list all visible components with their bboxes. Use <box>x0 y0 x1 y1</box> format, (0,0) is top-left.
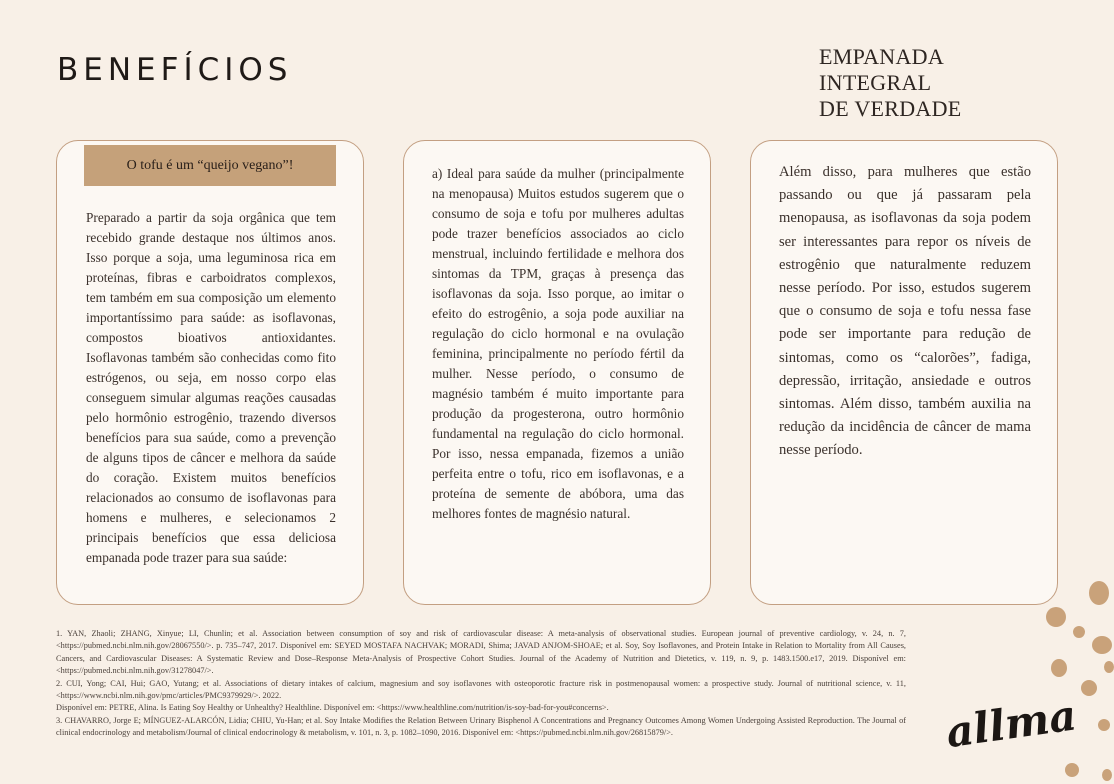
benefit-card-women-health <box>403 140 711 605</box>
page-title: BENEFÍCIOS <box>57 52 293 88</box>
product-name-line2: DE VERDADE <box>819 96 962 121</box>
benefit-card-intro <box>56 140 364 605</box>
callout-banner: O tofu é um “queijo vegano”! <box>84 145 336 186</box>
card-text-women-health: a) Ideal para saúde da mulher (principalmente na menopausa) Muitos estudos sugerem que o consumo de soja e tofu por mulheres adultas pode trazer benefícios associados ao ciclo menstrual, incluindo fertilidade e melhora dos sintomas da TPM, graças à presença das isoflavonas da soja. Isso porque, ao imitar o efeito do estrogênio, a soja pode auxiliar na regulação do ciclo hormonal e na ovulação feminina, principalmente no período fértil da mulher. Nesse período, o consumo de magnésio também é muito importante para produção da progesterona, outro hormônio fundamental na regulação do ciclo hormonal. Por isso, nessa empanada, fizemos a união perfeita entre o tofu, rico em isoflavonas, e a proteína de semente de abóbora, uma das melhores fontes de magnésio natural. <box>432 166 684 521</box>
card-text-intro: Preparado a partir da soja orgânica que tem recebido grande destaque nos últimos anos. Isso porque a soja, uma leguminosa rica em proteínas, fibras e carboidratos complexos, tem também em sua composição um elemento importantíssimo para saúde: as isoflavonas, compostos bioativos antioxidantes. Isoflavonas também são conhecidas como fito estrógenos, ou seja, em nosso corpo elas conseguem simular algumas reações causadas pelo hormônio estrogênio, trazendo diversos benefícios para sua saúde, como a prevenção de alguns tipos de câncer e melhora da saúde do coração. Existem muitos benefícios relacionados ao consumo de isoflavonas para homens e mulheres, e selecionamos 2 principais benefícios que essa deliciosa empanada pode trazer para sua saúde: <box>86 210 336 565</box>
references <box>56 628 906 740</box>
benefit-card-menopause <box>750 140 1058 605</box>
logo-text: allma <box>943 690 1080 758</box>
card-text-menopause: Além disso, para mulheres que estão passando ou que já passaram pela menopausa, as isoflavonas da soja podem ser interessantes para repor os níveis de estrogênio que naturalmente reduzem nesse período. Por isso, estudos sugerem que o consumo de soja e tofu nessa fase pode ser importante para redução de sintomas, como os “calorões”, fadiga, depressão, irritação, ansiedade e outros sintomas. Além disso, também auxilia na redução da incidência de câncer de mama nesse período. <box>779 164 1031 459</box>
reference-item: 3. CHAVARRO, Jorge E; MÍNGUEZ-ALARCÓN, Lidia; CHIU, Yu-Han; et al. Soy Intake Modifies the Relation Between Urinary Bisphenol A Concentrations and Pregnancy Outcomes Among Women Undergoing Assisted Reproduction. The Journal of clinical endocrinology and metabolism/Journal of clinical endocrinology & metabolism, v. 101, n. 3, p. 1082–1090, 2016. Disponível em: <https://pubmed.ncbi.nlm.nih.gov/26815879/>. <box>56 715 906 738</box>
reference-item: Disponível em: PETRE, Alina. Is Eating Soy Healthy or Unhealthy? Healthline. Disponível em: <https://www.healthline.com/nutrition/is-soy-bad-for-you#concerns>. <box>56 703 609 713</box>
reference-item: 1. YAN, Zhaoli; ZHANG, Xinyue; LI, Chunlin; et al. Association between consumption of soy and risk of cardiovascular disease: A meta-analysis of observational studies. European journal of preventive cardiology, v. 24, n. 7, <https://pubmed.ncbi.nlm.nih.gov/28067550/>. p. 735–747, 2017. Disponível em: SEYED MOSTAFA NACHVAK; MORADI, Shima; JAVAD ANJOM-SHOAE; et al. Soy, Soy Isoflavones, and Protein Intake in Relation to Mortality from All Causes, Cancers, and Cardiovascular Diseases: A Systematic Review and Dose–Response Meta-Analysis of Prospective Cohort Studies. Journal of the Academy of Nutrition and Dietetics, v. 119, n. 9, p. 1483.1500.e17, 2019. Disponível em: <https://pubmed.ncbi.nlm.nih.gov/31278047/>. <box>56 629 906 676</box>
product-name-line1: EMPANADA INTEGRAL <box>819 44 943 95</box>
product-name <box>819 44 1059 122</box>
allma-logo <box>938 690 1088 760</box>
reference-item: 2. CUI, Yong; CAI, Hui; GAO, Yutang; et al. Associations of dietary intakes of calcium, magnesium and soy isoflavones with osteoporotic fracture risk in postmenopausal women: a prospective study. Journal of nutritional science, v. 11, <https://www.ncbi.nlm.nih.gov/pmc/articles/PMC9379929/>. 2022. <box>56 678 906 701</box>
